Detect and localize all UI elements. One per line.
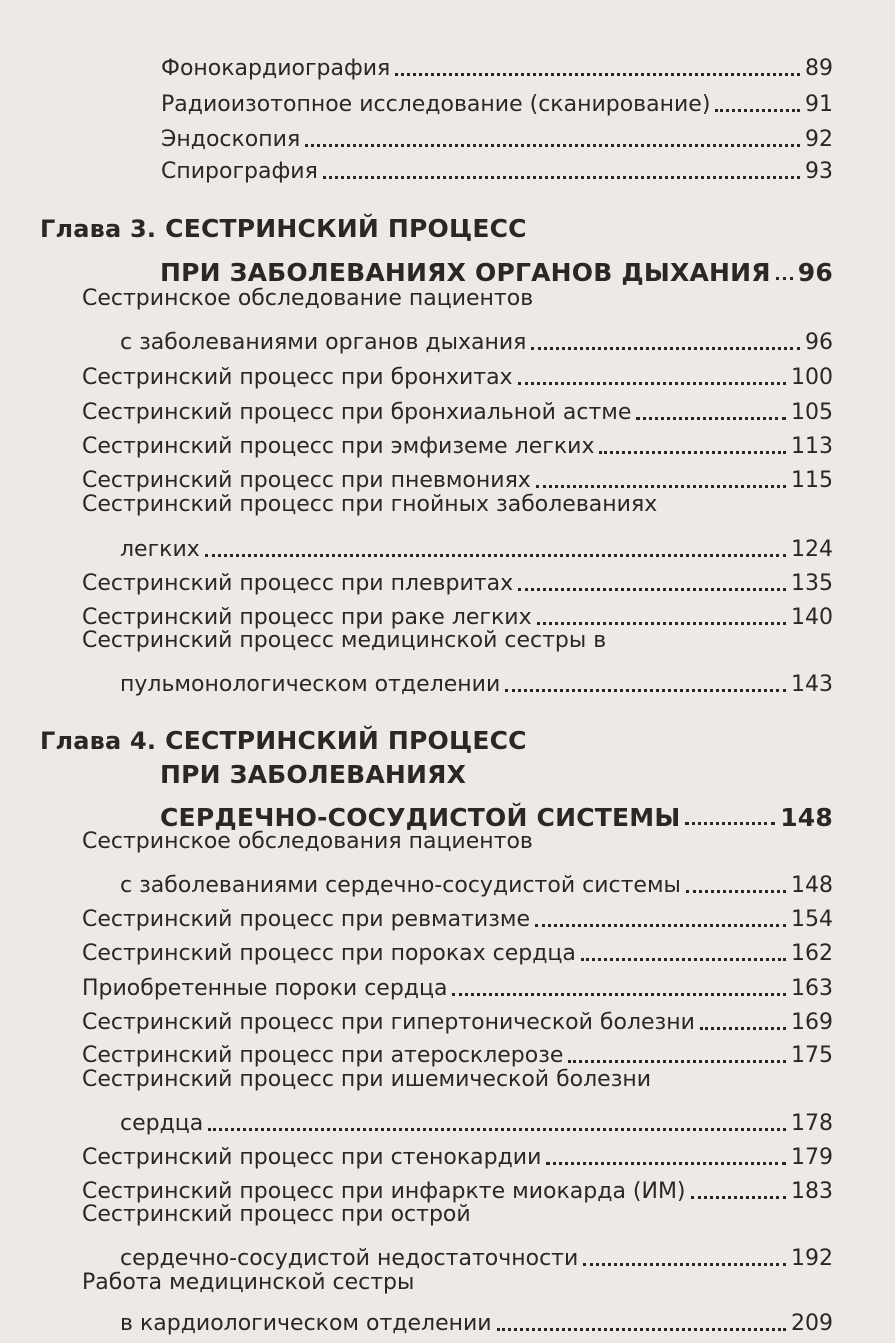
toc-entry-first-line: [82, 628, 606, 664]
leader-dots: [568, 1060, 786, 1063]
leader-dots: [518, 588, 786, 591]
toc-entry-page: 154: [791, 907, 833, 932]
toc-entry: [82, 1000, 833, 1036]
toc-entry-page: 183: [791, 1179, 833, 1204]
leader-dots: [452, 993, 786, 996]
leader-dots: [546, 1162, 786, 1165]
toc-entry-page: 135: [791, 571, 833, 596]
leader-dots: [531, 347, 800, 350]
chapter-heading-last-line: [160, 795, 833, 831]
toc-entry-page: 115: [791, 468, 833, 493]
toc-entry: [161, 82, 833, 118]
toc-entry-title: Сестринский процесс при стенокардии: [82, 1145, 542, 1170]
toc-entry: [82, 355, 833, 391]
chapter-heading-last-line: [160, 250, 833, 286]
toc-entry: [82, 897, 833, 933]
toc-entry-title: Сестринский процесс медицинской сестры в: [82, 628, 607, 653]
chapter-title: СЕСТРИНСКИЙ ПРОЦЕСС: [165, 214, 527, 243]
chapter-page: 96: [797, 258, 833, 287]
leader-dots: [685, 822, 775, 825]
toc-entry: [120, 863, 833, 899]
toc-entry: [120, 1301, 833, 1337]
leader-dots: [305, 144, 800, 147]
toc-entry: [120, 1101, 833, 1137]
leader-dots: [686, 890, 786, 893]
toc-entry-title: пульмонологическом отделении: [120, 672, 501, 697]
leader-dots: [497, 1328, 786, 1331]
toc-entry: [82, 1135, 833, 1171]
toc-entry-page: 192: [791, 1246, 833, 1271]
toc-entry: [82, 390, 833, 426]
toc-entry-first-line: [82, 492, 657, 528]
toc-entry-page: 140: [791, 605, 833, 630]
toc-entry-title: сердца: [120, 1111, 204, 1136]
chapter-title: СЕСТРИНСКИЙ ПРОЦЕСС: [165, 726, 527, 755]
toc-entry-title: Приобретенные пороки сердца: [82, 976, 448, 1001]
chapter-title-line: [160, 762, 466, 798]
leader-dots: [518, 382, 786, 385]
toc-entry-title: Сестринский процесс при инфаркте миокарда (ИМ): [82, 1179, 686, 1204]
chapter-page: 148: [780, 803, 833, 832]
toc-entry-page: 105: [791, 400, 833, 425]
leader-dots: [536, 485, 786, 488]
toc-entry-page: 89: [805, 56, 833, 81]
toc-entry-page: 113: [791, 434, 833, 459]
toc-entry-first-line: [82, 1202, 471, 1238]
chapter-label: Глава 4.: [40, 727, 157, 755]
toc-entry-first-line: [82, 286, 533, 322]
toc-entry: [82, 1169, 833, 1205]
leader-dots: [599, 451, 786, 454]
toc-entry: [120, 527, 833, 563]
chapter-heading: [40, 216, 527, 252]
toc-entry-page: 209: [791, 1311, 833, 1336]
toc-entry-page: 96: [805, 330, 833, 355]
leader-dots: [581, 958, 786, 961]
toc-entry-title: Сестринский процесс при раке легких: [82, 605, 532, 630]
toc-entry-page: 162: [791, 941, 833, 966]
toc-entry-title: Радиоизотопное исследование (сканирование): [161, 92, 711, 117]
toc-entry-title: Сестринское обследования пациентов: [82, 829, 533, 854]
toc-entry-title: Сестринский процесс при бронхиальной астме: [82, 400, 632, 425]
toc-entry-title: с заболеваниями органов дыхания: [120, 330, 527, 355]
toc-entry-title: Сестринский процесс при острой: [82, 1202, 471, 1227]
toc-entry-title: Фонокардиография: [161, 56, 391, 81]
toc-entry-title: Сестринский процесс при пневмониях: [82, 468, 531, 493]
toc-entry-page: 91: [805, 92, 833, 117]
toc-entry-title: Сестринский процесс при плевритах: [82, 571, 514, 596]
toc-entry-page: 179: [791, 1145, 833, 1170]
toc-entry-first-line: [82, 1067, 651, 1103]
leader-dots: [535, 924, 786, 927]
toc-entry: [82, 1033, 833, 1069]
toc-entry: [120, 320, 833, 356]
leader-dots: [323, 176, 800, 179]
toc-entry-title: в кардиологическом отделении: [120, 1311, 492, 1336]
leader-dots: [208, 1128, 786, 1131]
toc-entry-page: 100: [791, 365, 833, 390]
toc-entry-title: Сестринский процесс при пороках сердца: [82, 941, 576, 966]
toc-entry-title: Сестринский процесс при гнойных заболеваниях: [82, 492, 658, 517]
toc-entry-title: Сестринский процесс при бронхитах: [82, 365, 513, 390]
toc-entry-page: 178: [791, 1111, 833, 1136]
toc-entry: [161, 149, 833, 185]
toc-entry: [82, 966, 833, 1002]
chapter-label: Глава 3.: [40, 215, 157, 243]
toc-entry-title: Сестринский процесс при ишемической болезни: [82, 1067, 652, 1092]
toc-entry: [82, 595, 833, 631]
toc-entry: [82, 424, 833, 460]
toc-entry: [120, 662, 833, 698]
leader-dots: [691, 1196, 786, 1199]
toc-entry: [161, 117, 833, 153]
toc-entry-page: 169: [791, 1010, 833, 1035]
leader-dots: [583, 1263, 786, 1266]
toc-entry: [82, 458, 833, 494]
leader-dots: [715, 109, 800, 112]
toc-entry-page: 93: [805, 159, 833, 184]
chapter-heading: [40, 728, 527, 764]
leader-dots: [537, 622, 786, 625]
chapter-title: ПРИ ЗАБОЛЕВАНИЯХ ОРГАНОВ ДЫХАНИЯ: [160, 258, 771, 287]
toc-entry-title: с заболеваниями сердечно-сосудистой системы: [120, 873, 681, 898]
toc-entry: [161, 46, 833, 82]
toc-entry-title: Сестринский процесс при гипертонической болезни: [82, 1010, 695, 1035]
toc-entry-title: Сестринский процесс при эмфиземе легких: [82, 434, 595, 459]
leader-dots: [205, 554, 786, 557]
leader-dots: [395, 73, 800, 76]
toc-entry-title: Эндоскопия: [161, 127, 301, 152]
chapter-title: ПРИ ЗАБОЛЕВАНИЯХ: [160, 760, 467, 789]
toc-entry-page: 92: [805, 127, 833, 152]
toc-entry-page: 163: [791, 976, 833, 1001]
leader-dots: [700, 1027, 786, 1030]
toc-entry-title: легких: [120, 537, 200, 562]
toc-entry-page: 148: [791, 873, 833, 898]
chapter-title: СЕРДЕЧНО-СОСУДИСТОЙ СИСТЕМЫ: [160, 803, 681, 832]
toc-entry-page: 143: [791, 672, 833, 697]
toc-entry-page: 124: [791, 537, 833, 562]
toc-entry-title: сердечно-сосудистой недостаточности: [120, 1246, 579, 1271]
toc-entry-page: 175: [791, 1043, 833, 1068]
toc-entry-title: Работа медицинской сестры: [82, 1270, 415, 1295]
toc-entry: [120, 1236, 833, 1272]
toc-entry-title: Сестринский процесс при атеросклерозе: [82, 1043, 564, 1068]
leader-dots: [636, 417, 786, 420]
toc-entry: [82, 931, 833, 967]
toc-entry-first-line: [82, 829, 533, 865]
toc-entry: [82, 561, 833, 597]
toc-entry-title: Сестринский процесс при ревматизме: [82, 907, 531, 932]
toc-entry-title: Сестринское обследование пациентов: [82, 286, 534, 311]
leader-dots: [505, 689, 786, 692]
leader-dots: [776, 277, 793, 280]
toc-entry-title: Спирография: [161, 159, 318, 184]
